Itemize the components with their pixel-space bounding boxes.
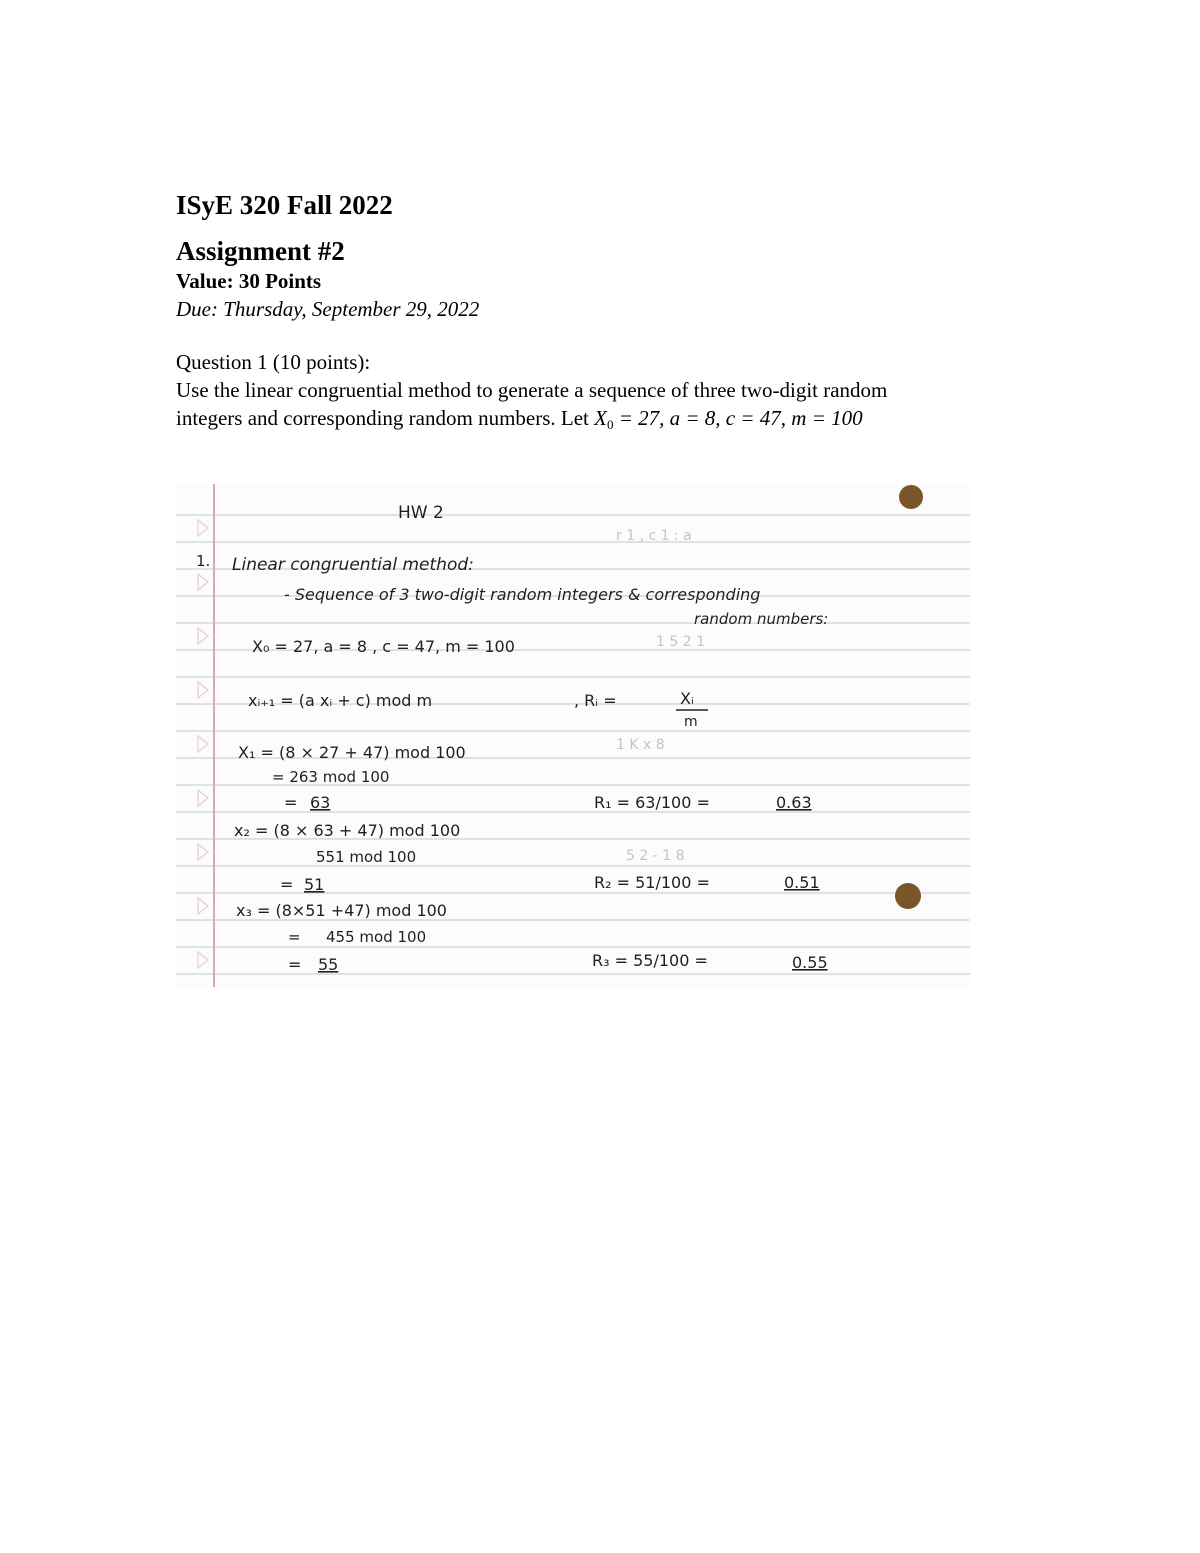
notebook-page bbox=[176, 484, 970, 987]
r3-line: R₃ = 55/100 = bbox=[592, 951, 708, 970]
question-math bbox=[594, 406, 863, 430]
notes-heading: Linear congruential method: bbox=[232, 555, 474, 575]
question-params: = 27, a = 8, c = 47, m = 100 bbox=[618, 406, 863, 430]
r3-value: 0.55 bbox=[792, 953, 828, 972]
x2-result-prefix: = bbox=[280, 875, 294, 894]
question-text-prefix: integers and corresponding random numbers. Let bbox=[176, 406, 589, 430]
x2-line-1: x₂ = (8 × 63 + 47) mod 100 bbox=[234, 821, 461, 840]
notes-r-numerator: Xᵢ bbox=[680, 689, 694, 708]
x1-line-2: = 263 mod 100 bbox=[272, 768, 390, 786]
assignment-value: Value: 30 Points bbox=[176, 269, 322, 293]
var-x-subscript: 0 bbox=[606, 417, 614, 432]
x3-line-2-prefix: = bbox=[288, 928, 301, 946]
notes-subheading-2: random numbers: bbox=[694, 610, 829, 628]
x3-result-prefix: = bbox=[288, 955, 302, 974]
question-text-line-1: Use the linear congruential method to generate a sequence of three two-digit random bbox=[176, 378, 888, 402]
r1-value: 0.63 bbox=[776, 793, 812, 812]
handwriting bbox=[196, 503, 828, 974]
notes-recurrence: xᵢ₊₁ = (a xᵢ + c) mod m bbox=[248, 691, 433, 710]
due-date: Due: Thursday, September 29, 2022 bbox=[176, 297, 480, 321]
x3-result: 55 bbox=[318, 955, 339, 974]
svg-text:5 2 - 1 8: 5 2 - 1 8 bbox=[626, 848, 685, 864]
r2-value: 0.51 bbox=[784, 873, 820, 892]
x3-line-2: 455 mod 100 bbox=[326, 928, 427, 946]
x2-result: 51 bbox=[304, 875, 325, 894]
question-heading: Question 1 (10 points): bbox=[176, 350, 371, 374]
course-title: ISyE 320 Fall 2022 bbox=[176, 190, 393, 220]
x3-line-1: x₃ = (8×51 +47) mod 100 bbox=[236, 901, 447, 920]
notes-subheading: - Sequence of 3 two-digit random integers & corresponding bbox=[284, 585, 761, 604]
hole-punch-bottom bbox=[895, 883, 921, 909]
notes-params: X₀ = 27, a = 8 , c = 47, m = 100 bbox=[252, 637, 515, 656]
svg-text:1 5 2 1: 1 5 2 1 bbox=[656, 634, 705, 650]
r1-line: R₁ = 63/100 = bbox=[594, 793, 710, 812]
var-x: X bbox=[594, 406, 607, 430]
notes-r-formula: , Rᵢ = bbox=[574, 691, 617, 710]
notes-title: HW 2 bbox=[398, 503, 444, 523]
x1-result: 63 bbox=[310, 793, 331, 812]
r2-line: R₂ = 51/100 = bbox=[594, 873, 710, 892]
x2-line-2: 551 mod 100 bbox=[316, 848, 417, 866]
question-text-line-2 bbox=[176, 406, 863, 433]
margin-markers bbox=[196, 520, 211, 968]
svg-text:1 K x 8: 1 K x 8 bbox=[616, 737, 665, 753]
notes-item-number: 1. bbox=[196, 552, 211, 570]
hole-punch-top bbox=[899, 485, 923, 509]
handwritten-notes-image bbox=[176, 484, 970, 987]
svg-text:r 1 , c 1 : a: r 1 , c 1 : a bbox=[616, 528, 692, 544]
x1-result-prefix: = bbox=[284, 793, 298, 812]
notes-r-denominator: m bbox=[684, 714, 698, 730]
x1-line-1: X₁ = (8 × 27 + 47) mod 100 bbox=[238, 743, 466, 762]
assignment-title: Assignment #2 bbox=[176, 236, 345, 266]
